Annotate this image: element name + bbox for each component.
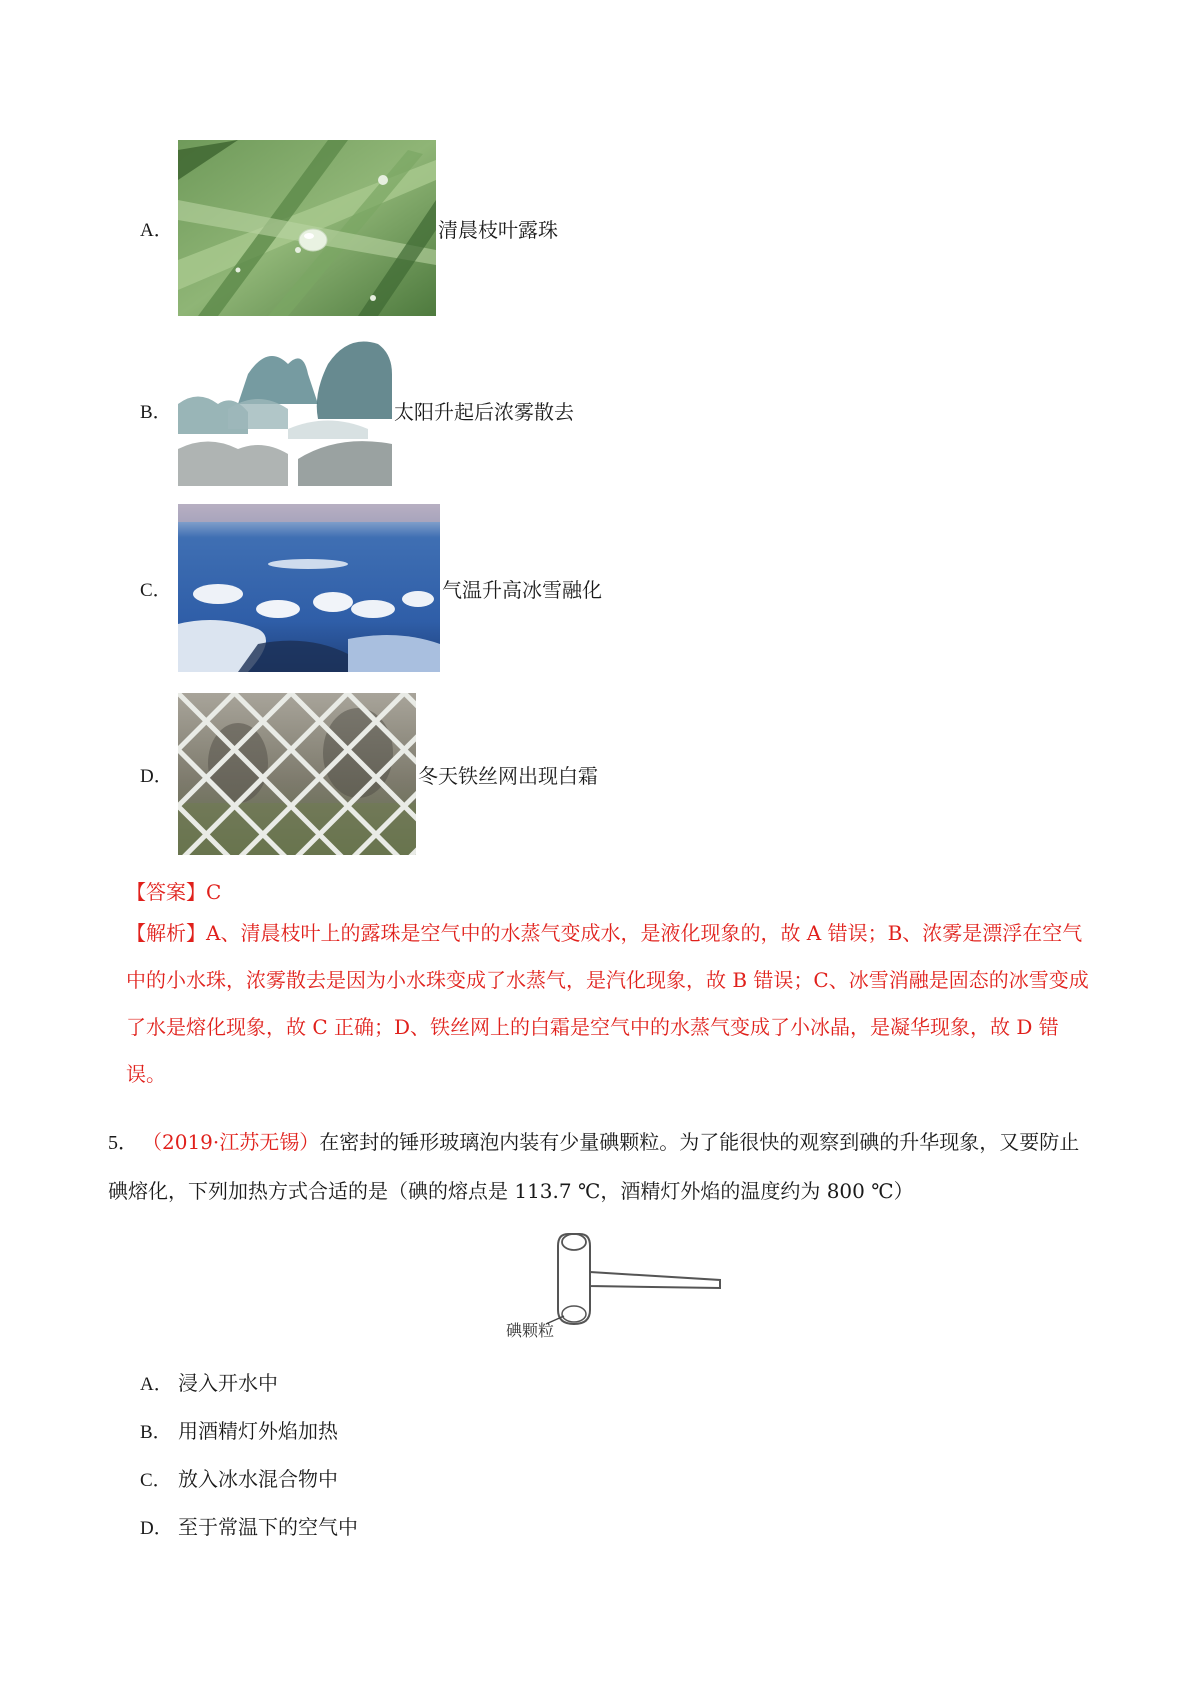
analysis-label: 【解析】	[126, 921, 206, 945]
grass-dew-photo-icon	[178, 140, 436, 316]
choice-c-text: 放入冰水混合物中	[178, 1467, 338, 1491]
analysis-text: A、清晨枝叶上的露珠是空气中的水蒸气变成水，是液化现象的，故 A 错误；B、浓雾是漂浮在空气中的小水珠，浓雾散去是因为小水珠变成了水蒸气，是汽化现象，故 B 错误；C、冰雪消融是固态的冰雪变成了水是熔化现象，故 C 正确；D、铁丝网上的白霜是空气中的水蒸气变成了小冰晶，是凝华现象，故 D 错误。	[126, 921, 1089, 1086]
option-b-letter: B．	[140, 401, 172, 423]
choice-a-text: 浸入开水中	[178, 1371, 278, 1395]
option-d-letter: D．	[140, 765, 173, 787]
answer-label: 【答案】	[126, 880, 206, 904]
answer-line	[126, 876, 221, 908]
fog-mountain-photo-icon	[178, 334, 392, 486]
choice-b-text: 用酒精灯外焰加热	[178, 1419, 338, 1443]
frost-fence-photo-icon	[178, 693, 416, 855]
question-number: 5．	[108, 1132, 138, 1154]
option-d	[140, 693, 598, 855]
choice-c-letter: C．	[140, 1470, 172, 1491]
hammer-bulb-icon	[490, 1222, 730, 1342]
choice-b	[140, 1415, 338, 1444]
option-c-letter: C．	[140, 579, 172, 601]
analysis-paragraph	[126, 910, 1096, 1098]
option-a-caption: 清晨枝叶露珠	[438, 217, 558, 242]
choice-a	[140, 1367, 278, 1396]
answer-value: C	[206, 880, 222, 904]
option-b-caption: 太阳升起后浓雾散去	[394, 399, 574, 424]
question-5	[108, 1118, 1098, 1215]
option-c-caption: 气温升高冰雪融化	[442, 577, 602, 602]
choice-a-letter: A．	[140, 1374, 173, 1395]
option-d-caption: 冬天铁丝网出现白霜	[418, 763, 598, 788]
diagram-label: 碘颗粒	[505, 1323, 555, 1340]
choice-d	[140, 1511, 358, 1540]
iodine-bulb-diagram	[490, 1222, 730, 1342]
option-c	[140, 504, 602, 672]
option-a-letter: A．	[140, 219, 173, 241]
question-text: 在密封的锤形玻璃泡内装有少量碘颗粒。为了能很快的观察到碘的升华现象，又要防止碘熔化，下列加热方式合适的是（碘的熔点是 113.7 ℃，酒精灯外焰的温度约为 800 ℃）	[108, 1130, 1080, 1203]
choice-d-letter: D．	[140, 1518, 173, 1539]
option-b	[140, 334, 574, 486]
choice-d-text: 至于常温下的空气中	[178, 1515, 358, 1539]
choice-c	[140, 1463, 338, 1492]
option-a	[140, 140, 558, 316]
snow-river-photo-icon	[178, 504, 440, 672]
choice-b-letter: B．	[140, 1422, 172, 1443]
question-source: （2019·江苏无锡）	[142, 1130, 320, 1154]
